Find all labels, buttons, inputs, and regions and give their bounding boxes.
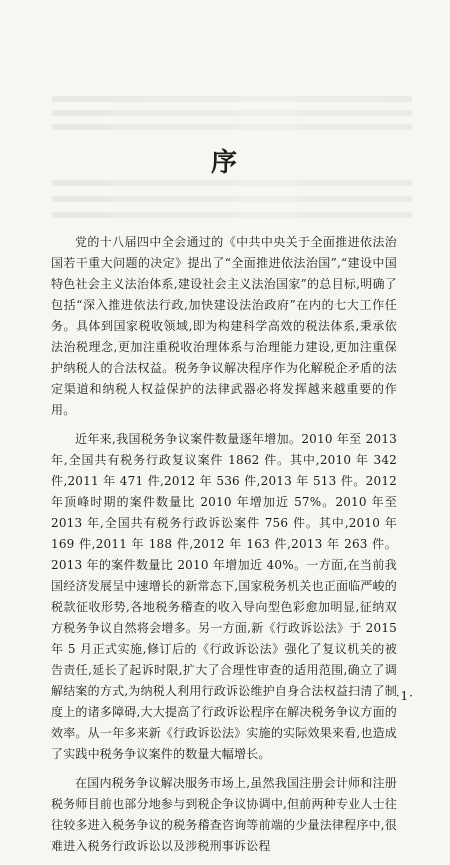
show-through-line [52, 180, 412, 186]
paragraph: 党的十八届四中全会通过的《中共中央关于全面推进依法治国若干重大问题的决定》提出了“全面推进依法治国”,“建设中国特色社会主义法治体系,建设社会主义法治国家”的总目标,明确了包括“深入推进依法行政,加快建设法治政府”在内的七大工作任务。具体到国家税收领域,即为构建科学高效的税法体系,秉承依法治税理念,更加注重税收治理体系与治理能力建设,更加注重保护纳税人的合法权益。税务争议解决程序作为化解税企矛盾的法定渠道和纳税人权益保护的法律武器必将发挥越来越重要的作用。 [51, 235, 397, 417]
page-heading: 序 [210, 148, 239, 178]
page-number: ·1· [395, 689, 414, 703]
show-through-line [52, 196, 412, 202]
show-through-line [52, 96, 412, 102]
show-through-line [52, 212, 412, 218]
paragraph: 近年来,我国税务争议案件数量逐年增加。2010 年至 2013 年,全国共有税务行政复议案件 1862 件。其中,2010 年 342 件,2011 年 471 件,2012 年 536 件,2013 年 513 件。2012 年顶峰时期的案件数量比 2010 年增加近 57%。2010 年至 2013 年,全国共有税务行政诉讼案件 756 件。其中,2010 年 169 件,2011 年 188 件,2012 年 163 件,2013 年 263 件。2013 年的案件数量比 2010 年增加近 40%。一方面,在当前我国经济发展呈中速增长的新常态下,国家税务机关也正面临严峻的税款征收形势,各地税务稽查的收入导向型色彩愈加明显,征纳双方税务争议自然将会增多。另一方面,新《行政诉讼法》于 2015 年 5 月正式实施,修订后的《行政诉讼法》强化了复议机关的被告责任,延长了起诉时限,扩大了合理性审查的适用范围,确立了调解结案的方式,为纳税人利用行政诉讼维护自身合法权益扫清了制度上的诸多障碍,大大提高了行政诉讼程序在解决税务争议方面的效率。从一年多来新《行政诉讼法》实施的实际效果来看,也造成了实践中税务争议案件的数量大幅增长。 [51, 432, 397, 761]
paragraph: 在国内税务争议解决服务市场上,虽然我国注册会计师和注册税务师目前也部分地参与到税企争议协调中,但前两种专业人士往往较多进入税务争议的税务稽查咨询等前端的少量法律程序中,很难进入税务行政诉讼以及涉税刑事诉讼程 [51, 776, 397, 853]
body-text [51, 232, 397, 865]
show-through-line [52, 110, 412, 116]
show-through-line [52, 124, 412, 130]
